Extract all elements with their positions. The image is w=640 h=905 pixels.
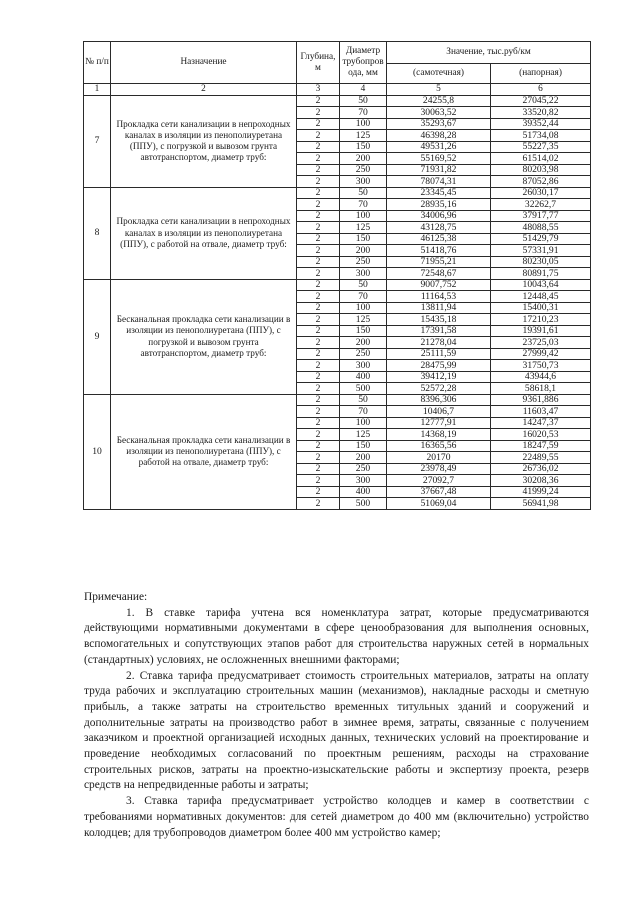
gravity-value-cell: 12777,91 (387, 417, 491, 429)
diameter-cell: 500 (340, 498, 387, 510)
pressure-value-cell: 22489,55 (491, 452, 591, 464)
gravity-value-cell: 23345,45 (387, 187, 491, 199)
depth-cell: 2 (297, 222, 340, 234)
header-value-group: Значение, тыс.руб/км (387, 42, 591, 64)
pressure-value-cell: 14247,37 (491, 417, 591, 429)
row-group-number: 10 (84, 394, 111, 509)
row-group-number: 8 (84, 187, 111, 279)
depth-cell: 2 (297, 245, 340, 257)
pressure-value-cell: 31750,73 (491, 360, 591, 372)
diameter-cell: 70 (340, 406, 387, 418)
gravity-value-cell: 15435,18 (387, 314, 491, 326)
diameter-cell: 200 (340, 337, 387, 349)
depth-cell: 2 (297, 452, 340, 464)
pressure-value-cell: 56941,98 (491, 498, 591, 510)
gravity-value-cell: 71931,82 (387, 164, 491, 176)
depth-cell: 2 (297, 302, 340, 314)
gravity-value-cell: 51418,76 (387, 245, 491, 257)
depth-cell: 2 (297, 176, 340, 188)
pressure-value-cell: 58618,1 (491, 383, 591, 395)
row-group-purpose: Бесканальная прокладка сети канализации в изоляции из пенополиуретана (ППУ), с работой на отвале, диаметр труб: (111, 394, 297, 509)
depth-cell: 2 (297, 463, 340, 475)
depth-cell: 2 (297, 429, 340, 441)
diameter-cell: 125 (340, 222, 387, 234)
diameter-cell: 250 (340, 256, 387, 268)
table-body (84, 95, 591, 509)
diameter-cell: 400 (340, 371, 387, 383)
row-group-purpose: Прокладка сети канализации в непроходных каналах в изоляции из пенополиуретана (ППУ), с работой на отвале, диаметр труб: (111, 187, 297, 279)
col-number-4: 4 (340, 84, 387, 96)
depth-cell: 2 (297, 440, 340, 452)
gravity-value-cell: 28935,16 (387, 199, 491, 211)
diameter-cell: 200 (340, 245, 387, 257)
diameter-cell: 50 (340, 279, 387, 291)
diameter-cell: 200 (340, 452, 387, 464)
header-pressure: (напорная) (491, 64, 591, 84)
gravity-value-cell: 17391,58 (387, 325, 491, 337)
row-group-number: 7 (84, 95, 111, 187)
pressure-value-cell: 61514,02 (491, 153, 591, 165)
row-group-purpose: Бесканальная прокладка сети канализации в изоляции из пенополиуретана (ППУ), с погрузкой и вывозом грунта автотранспортом, диаметр труб: (111, 279, 297, 394)
col-number-2: 2 (111, 84, 297, 96)
pressure-value-cell: 19391,61 (491, 325, 591, 337)
gravity-value-cell: 11164,53 (387, 291, 491, 303)
table-row (84, 394, 591, 406)
depth-cell: 2 (297, 475, 340, 487)
row-group-number: 9 (84, 279, 111, 394)
depth-cell: 2 (297, 360, 340, 372)
depth-cell: 2 (297, 486, 340, 498)
diameter-cell: 100 (340, 417, 387, 429)
pressure-value-cell: 12448,45 (491, 291, 591, 303)
depth-cell: 2 (297, 417, 340, 429)
diameter-cell: 150 (340, 440, 387, 452)
gravity-value-cell: 13811,94 (387, 302, 491, 314)
depth-cell: 2 (297, 153, 340, 165)
diameter-cell: 150 (340, 325, 387, 337)
pressure-value-cell: 37917,77 (491, 210, 591, 222)
table-row (84, 279, 591, 291)
pressure-value-cell: 41999,24 (491, 486, 591, 498)
diameter-cell: 400 (340, 486, 387, 498)
depth-cell: 2 (297, 325, 340, 337)
gravity-value-cell: 71955,21 (387, 256, 491, 268)
gravity-value-cell: 9007,752 (387, 279, 491, 291)
gravity-value-cell: 46398,28 (387, 130, 491, 142)
diameter-cell: 70 (340, 107, 387, 119)
note-title: Примечание: (84, 591, 148, 603)
gravity-value-cell: 8396,306 (387, 394, 491, 406)
pressure-value-cell: 80230,05 (491, 256, 591, 268)
gravity-value-cell: 39412,19 (387, 371, 491, 383)
diameter-cell: 300 (340, 268, 387, 280)
depth-cell: 2 (297, 164, 340, 176)
pressure-value-cell: 48088,55 (491, 222, 591, 234)
diameter-cell: 125 (340, 314, 387, 326)
gravity-value-cell: 35293,67 (387, 118, 491, 130)
pressure-value-cell: 9361,886 (491, 394, 591, 406)
depth-cell: 2 (297, 130, 340, 142)
diameter-cell: 250 (340, 348, 387, 360)
gravity-value-cell: 20170 (387, 452, 491, 464)
header-depth: Глубина, м (297, 42, 340, 84)
pressure-value-cell: 26030,17 (491, 187, 591, 199)
pressure-value-cell: 32262,7 (491, 199, 591, 211)
depth-cell: 2 (297, 348, 340, 360)
diameter-cell: 100 (340, 210, 387, 222)
pressure-value-cell: 80203,98 (491, 164, 591, 176)
diameter-cell: 50 (340, 187, 387, 199)
gravity-value-cell: 30063,52 (387, 107, 491, 119)
diameter-cell: 150 (340, 233, 387, 245)
diameter-cell: 300 (340, 176, 387, 188)
gravity-value-cell: 16365,56 (387, 440, 491, 452)
gravity-value-cell: 21278,04 (387, 337, 491, 349)
diameter-cell: 50 (340, 95, 387, 107)
depth-cell: 2 (297, 291, 340, 303)
gravity-value-cell: 10406,7 (387, 406, 491, 418)
depth-cell: 2 (297, 406, 340, 418)
gravity-value-cell: 28475,99 (387, 360, 491, 372)
gravity-value-cell: 52572,28 (387, 383, 491, 395)
pressure-value-cell: 27999,42 (491, 348, 591, 360)
depth-cell: 2 (297, 199, 340, 211)
pressure-value-cell: 55227,35 (491, 141, 591, 153)
pressure-value-cell: 51429,79 (491, 233, 591, 245)
col-number-3: 3 (297, 84, 340, 96)
depth-cell: 2 (297, 337, 340, 349)
depth-cell: 2 (297, 383, 340, 395)
diameter-cell: 100 (340, 302, 387, 314)
gravity-value-cell: 34006,96 (387, 210, 491, 222)
col-number-1: 1 (84, 84, 111, 96)
pressure-value-cell: 26736,02 (491, 463, 591, 475)
row-group-purpose: Прокладка сети канализации в непроходных каналах в изоляции из пенополиуретана (ППУ), с погрузкой и вывозом грунта автотранспортом, диаметр труб: (111, 95, 297, 187)
table-row (84, 187, 591, 199)
diameter-cell: 250 (340, 463, 387, 475)
header-num: № п/п (84, 42, 111, 84)
header-gravity: (самотечная) (387, 64, 491, 84)
pressure-value-cell: 30208,36 (491, 475, 591, 487)
depth-cell: 2 (297, 394, 340, 406)
depth-cell: 2 (297, 210, 340, 222)
pressure-value-cell: 27045,22 (491, 95, 591, 107)
gravity-value-cell: 37667,48 (387, 486, 491, 498)
pressure-value-cell: 51734,08 (491, 130, 591, 142)
depth-cell: 2 (297, 256, 340, 268)
depth-cell: 2 (297, 498, 340, 510)
pressure-value-cell: 17210,23 (491, 314, 591, 326)
depth-cell: 2 (297, 279, 340, 291)
gravity-value-cell: 27092,7 (387, 475, 491, 487)
depth-cell: 2 (297, 107, 340, 119)
pressure-value-cell: 23725,03 (491, 337, 591, 349)
gravity-value-cell: 72548,67 (387, 268, 491, 280)
header-purpose: Назначение (111, 42, 297, 84)
depth-cell: 2 (297, 95, 340, 107)
pressure-value-cell: 33520,82 (491, 107, 591, 119)
gravity-value-cell: 78074,31 (387, 176, 491, 188)
diameter-cell: 125 (340, 429, 387, 441)
depth-cell: 2 (297, 268, 340, 280)
pressure-value-cell: 43944,6 (491, 371, 591, 383)
pressure-value-cell: 10043,64 (491, 279, 591, 291)
diameter-cell: 70 (340, 291, 387, 303)
depth-cell: 2 (297, 371, 340, 383)
gravity-value-cell: 49531,26 (387, 141, 491, 153)
diameter-cell: 300 (340, 475, 387, 487)
diameter-cell: 300 (340, 360, 387, 372)
gravity-value-cell: 51069,04 (387, 498, 491, 510)
diameter-cell: 500 (340, 383, 387, 395)
diameter-cell: 70 (340, 199, 387, 211)
pressure-value-cell: 15400,31 (491, 302, 591, 314)
note-paragraph-3: 3. Ставка тарифа предусматривает устройство колодцев и камер в соответствии с требованиями нормативных документов: для сетей диаметром до 400 мм (включительно) устройство колодцев; для трубопроводов диаметром более 400 мм устройство камер; (84, 795, 589, 839)
note-block (84, 590, 589, 841)
gravity-value-cell: 24255,8 (387, 95, 491, 107)
gravity-value-cell: 23978,49 (387, 463, 491, 475)
diameter-cell: 100 (340, 118, 387, 130)
gravity-value-cell: 43128,75 (387, 222, 491, 234)
header-diameter: Диаметр трубопров ода, мм (340, 42, 387, 84)
note-paragraph-2: 2. Ставка тарифа предусматривает стоимость строительных материалов, затраты на оплату труда рабочих и эксплуатацию строительных машин (механизмов), накладные расходы и сметную прибыль, а также затраты на строительство временных титульных зданий и сооружений и дополнительные затраты на производство работ в зимнее время, затраты, связанные с получением заказчиком и проектной организацией исходных данных, технических условий на проектирование и проведение необходимых согласований по проектным решениям, расходы на страхование строительных рисков, затраты на проектно-изыскательские работы и экспертизу проекта, резерв средств на непредвиденные работы и затраты; (84, 669, 589, 792)
depth-cell: 2 (297, 187, 340, 199)
diameter-cell: 125 (340, 130, 387, 142)
pressure-value-cell: 11603,47 (491, 406, 591, 418)
note-paragraph-1: 1. В ставке тарифа учтена вся номенклатура затрат, которые предусматриваются действующими нормативными документами в сфере ценообразования для выполнения основных, вспомогательных и сопутствующих этапов работ для строительства наружных сетей в нормальных (стандартных) условиях, не осложненных внешними факторами; (84, 606, 589, 666)
pressure-value-cell: 18247,59 (491, 440, 591, 452)
depth-cell: 2 (297, 118, 340, 130)
diameter-cell: 200 (340, 153, 387, 165)
tariff-table (83, 41, 591, 510)
col-number-6: 6 (491, 84, 591, 96)
diameter-cell: 250 (340, 164, 387, 176)
pressure-value-cell: 80891,75 (491, 268, 591, 280)
diameter-cell: 150 (340, 141, 387, 153)
pressure-value-cell: 39352,44 (491, 118, 591, 130)
gravity-value-cell: 14368,19 (387, 429, 491, 441)
depth-cell: 2 (297, 141, 340, 153)
pressure-value-cell: 57331,91 (491, 245, 591, 257)
col-number-5: 5 (387, 84, 491, 96)
gravity-value-cell: 55169,52 (387, 153, 491, 165)
gravity-value-cell: 25111,59 (387, 348, 491, 360)
table-row (84, 95, 591, 107)
diameter-cell: 50 (340, 394, 387, 406)
depth-cell: 2 (297, 314, 340, 326)
pressure-value-cell: 87052,86 (491, 176, 591, 188)
depth-cell: 2 (297, 233, 340, 245)
gravity-value-cell: 46125,38 (387, 233, 491, 245)
pressure-value-cell: 16020,53 (491, 429, 591, 441)
